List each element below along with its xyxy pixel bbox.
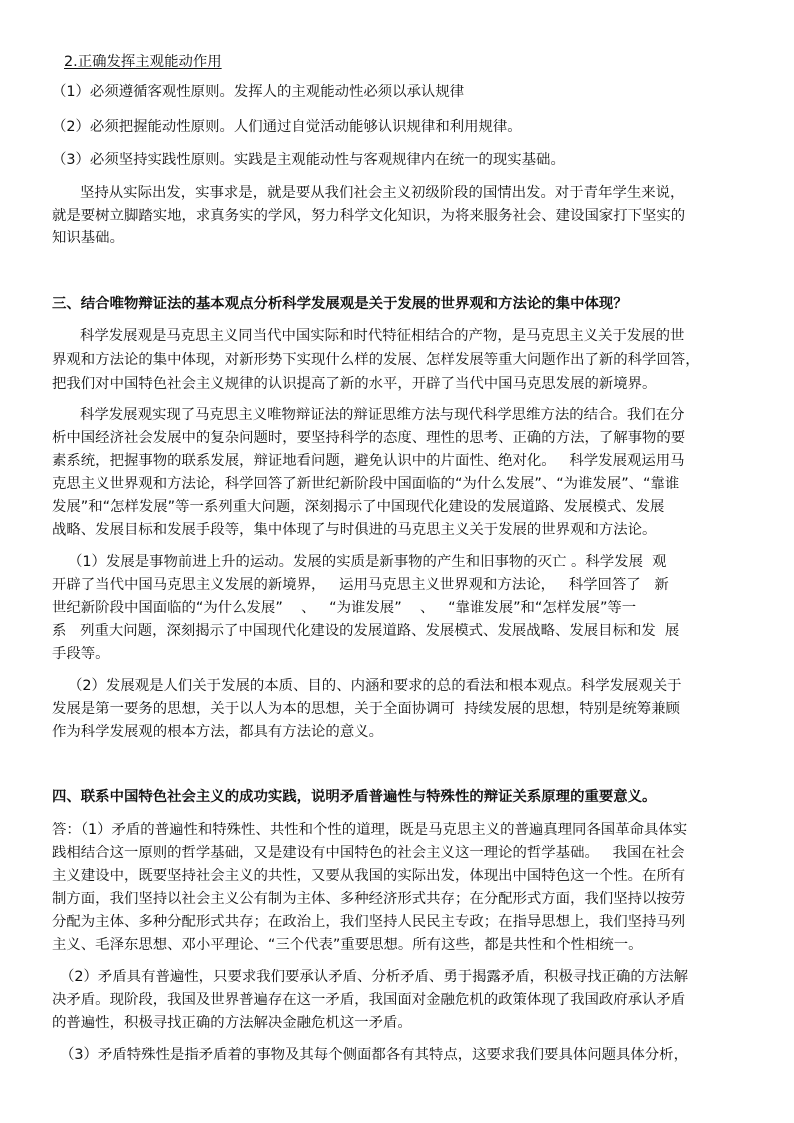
paragraph-line: 素系统，把握事物的联系发展，辩证地看问题，避免认识中的片面性、绝对化。 科学发展观运用马 xyxy=(52,453,685,469)
paragraph-line: 制方面，我们坚持以社会主义公有制为主体、多种经济形式共存；在分配形式方面，我们坚持以按劳 xyxy=(52,891,686,907)
paragraph-line: 把我们对中国特色社会主义规律的认识提高了新的水平，开辟了当代中国马克思发展的新境界。 xyxy=(52,376,657,392)
paragraph-line: 主义、毛泽东思想、邓小平理论、“三个代表”重要思想。所有这些，都是共性和个性相统一。 xyxy=(52,937,643,953)
paragraph-line: 世纪新阶段中国面临的“为什么发展” 、 “为谁发展” 、 “靠谁发展”和“怎样发展”等一 xyxy=(52,600,637,616)
list-item: （3）必须坚持实践性原则。实践是主观能动性与客观规律内在统一的现实基础。 xyxy=(52,152,565,168)
paragraph-line: （2）矛盾具有普遍性，只要求我们要承认矛盾、分析矛盾、勇于揭露矛盾，积极寻找正确的方法解 xyxy=(60,969,688,985)
paragraph-line: 答：（1）矛盾的普遍性和特殊性、共性和个性的道理，既是马克思主义的普遍真理同各国革命具体实 xyxy=(52,822,688,838)
paragraph-line: （2）发展观是人们关于发展的本质、目的、内涵和要求的总的看法和根本观点。科学发展观关于 xyxy=(68,678,682,694)
paragraph-line: 克思主义世界观和方法论，科学回答了新世纪新阶段中国面临的“为什么发展”、“为谁发展”、“靠谁 xyxy=(52,476,680,492)
paragraph-line: 践相结合这一原则的哲学基础，又是建设有中国特色的社会主义这一理论的哲学基础。 我国在社会 xyxy=(52,845,685,861)
list-item: （2）必须把握能动性原则。人们通过自觉活动能够认识规律和利用规律。 xyxy=(52,119,522,135)
paragraph-line: 决矛盾。现阶段，我国及世界普遍存在这一矛盾，我国面对金融危机的政策体现了我国政府承认矛盾 xyxy=(52,992,686,1008)
paragraph-line: （3）矛盾特殊性是指矛盾着的事物及其每个侧面都各有其特点，这要求我们要具体问题具体分析， xyxy=(60,1047,688,1063)
paragraph-line: 发展”和“怎样发展”等一系列重大问题，深刻揭示了中国现代化建设的发展道路、发展模式、发展 xyxy=(52,499,665,515)
paragraph-line: 作为科学发展观的根本方法，都具有方法论的意义。 xyxy=(52,724,383,740)
list-item: （1）必须遵循客观性原则。发挥人的主观能动性必须以承认规律 xyxy=(52,84,465,100)
paragraph-line: 析中国经济社会发展中的复杂问题时，要坚持科学的态度、理性的思考、正确的方法，了解事物的要 xyxy=(52,430,686,446)
section-heading: 三、结合唯物辩证法的基本观点分析科学发展观是关于发展的世界观和方法论的集中体现？ xyxy=(52,296,628,312)
paragraph-line: 手段等。 xyxy=(52,646,110,662)
paragraph-line: 科学发展观实现了马克思主义唯物辩证法的辩证思维方法与现代科学思维方法的结合。我们在分 xyxy=(80,407,685,423)
paragraph-line: 发展是第一要务的思想，关于以人为本的思想，关于全面协调可 持续发展的思想，特别是统筹兼顾 xyxy=(52,701,680,717)
paragraph-line: 知识基础。 xyxy=(52,230,124,246)
paragraph-line: （1）发展是事物前进上升的运动。发展的实质是新事物的产生和旧事物的灭亡 。科学发展 观 xyxy=(68,554,667,570)
paragraph-line: 界观和方法论的集中体现，对新形势下实现什么样的发展、怎样发展等重大问题作出了新的科学回答， xyxy=(52,352,700,368)
section-title: 2.正确发挥主观能动作用 xyxy=(64,54,222,70)
paragraph-line: 的普遍性，积极寻找正确的方法解决金融危机这一矛盾。 xyxy=(52,1015,412,1031)
paragraph-line: 就是要树立脚踏实地，求真务实的学风，努力科学文化知识，为将来服务社会、建设国家打下坚实的 xyxy=(52,208,686,224)
paragraph-line: 科学发展观是马克思主义同当代中国实际和时代特征相结合的产物，是马克思主义关于发展的世 xyxy=(80,328,685,344)
paragraph-line: 分配为主体、多种分配形式共存；在政治上，我们坚持人民民主专政；在指导思想上，我们坚持马列 xyxy=(52,914,686,930)
paragraph-line: 战略、发展目标和发展手段等，集中体现了与时俱进的马克思主义关于发展的世界观和方法论。 xyxy=(52,522,657,538)
paragraph-line: 主义建设中，既要坚持社会主义的共性，又要从我国的实际出发，体现出中国特色这一个性。在所有 xyxy=(52,868,686,884)
section-heading: 四、联系中国特色社会主义的成功实践，说明矛盾普遍性与特殊性的辩证关系原理的重要意义。 xyxy=(52,789,657,805)
paragraph-line: 系 列重大问题，深刻揭示了中国现代化建设的发展道路、发展模式、发展战略、发展目标和发 展 xyxy=(52,623,680,639)
paragraph-line: 坚持从实际出发，实事求是，就是要从我们社会主义初级阶段的国情出发。对于青年学生来说， xyxy=(80,185,685,201)
paragraph-line: 开辟了当代中国马克思主义发展的新境界， 运用马克思主义世界观和方法论， 科学回答了 新 xyxy=(52,577,669,593)
